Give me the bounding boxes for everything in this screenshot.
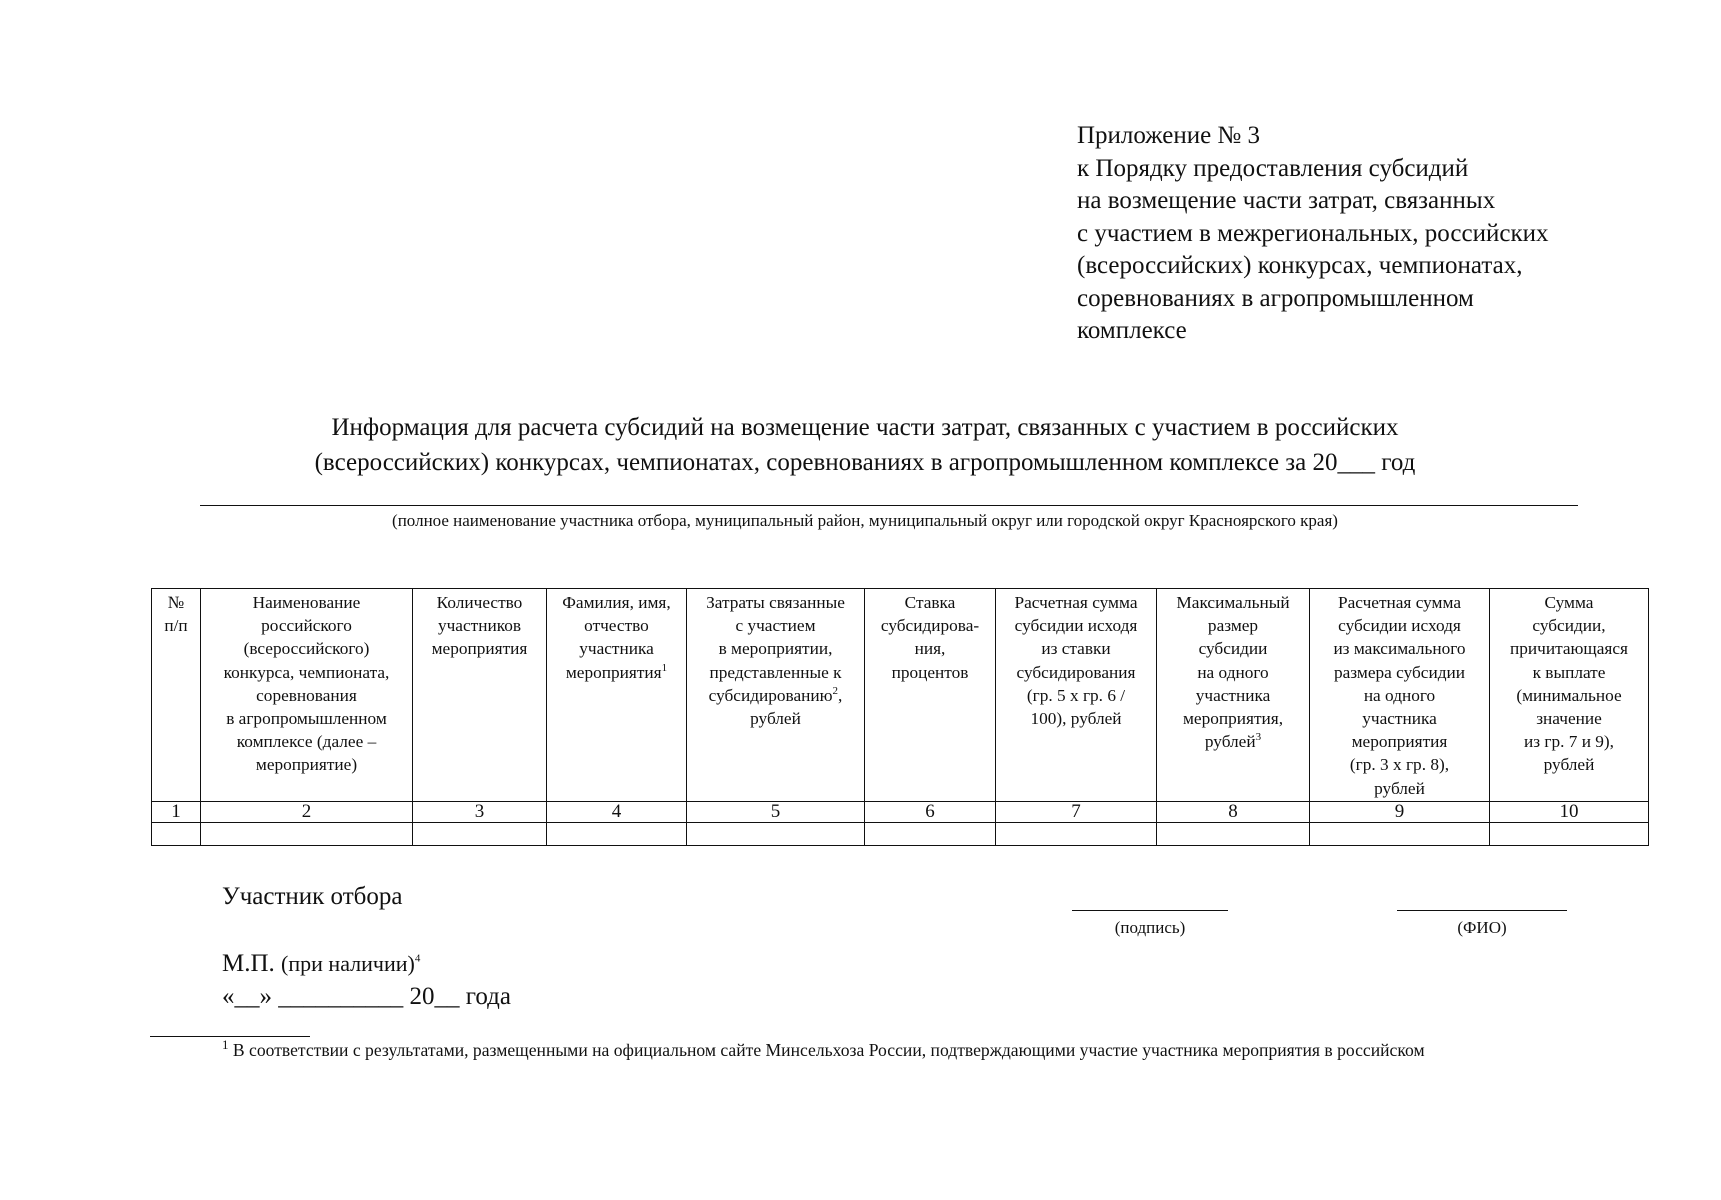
table-cell[interactable] xyxy=(1490,822,1649,845)
header-text: мероприятия xyxy=(1351,732,1448,752)
table-cell[interactable] xyxy=(1310,822,1490,845)
column-header-5 xyxy=(687,589,865,802)
header-line xyxy=(998,707,1154,730)
appendix-line: (всероссийских) конкурсах, чемпионатах, xyxy=(1077,252,1523,279)
header-text: из максимального xyxy=(1333,639,1466,659)
header-line xyxy=(998,637,1154,660)
header-line xyxy=(1312,777,1487,800)
header-line xyxy=(549,591,684,614)
stamp-label xyxy=(222,950,420,978)
header-text: соревнования xyxy=(256,685,357,705)
table-cell[interactable] xyxy=(413,822,547,845)
header-suffix: , xyxy=(838,685,843,705)
header-line xyxy=(203,753,410,776)
column-number-cell: 4 xyxy=(547,801,687,822)
footnote-separator xyxy=(150,1036,310,1037)
header-text: размер xyxy=(1207,616,1259,636)
table-row xyxy=(152,822,1649,845)
column-number-cell: 8 xyxy=(1157,801,1310,822)
header-line xyxy=(867,614,993,637)
header-text: мероприятия xyxy=(431,639,528,659)
header-text: комплексе (далее – xyxy=(236,732,377,752)
header-line xyxy=(415,637,544,660)
header-line xyxy=(154,614,198,637)
header-line xyxy=(549,661,684,684)
footnote-text: В соответствии с результатами, размещенными на официальном сайте Минсельхоза России, подтверждающими участие участника мероприятия в российском xyxy=(232,1040,1425,1060)
header-line xyxy=(1312,684,1487,707)
header-line xyxy=(998,684,1154,707)
table-cell[interactable] xyxy=(547,822,687,845)
header-text: № xyxy=(167,593,185,612)
table-cell[interactable] xyxy=(1157,822,1310,845)
header-line xyxy=(415,591,544,614)
header-text: Максимальный xyxy=(1176,593,1290,612)
column-number-cell: 2 xyxy=(201,801,413,822)
header-text: Количество xyxy=(436,593,523,612)
column-number-cell: 3 xyxy=(413,801,547,822)
header-text: из ставки xyxy=(1041,639,1111,659)
header-text: субсидированию xyxy=(708,685,833,705)
appendix-line: с участием в межрегиональных, российских xyxy=(1077,219,1549,247)
header-line xyxy=(1159,614,1307,637)
column-header-7 xyxy=(996,589,1157,802)
document-title xyxy=(150,410,1580,480)
header-text: участников xyxy=(437,616,522,636)
column-header-8 xyxy=(1157,589,1310,802)
header-line xyxy=(689,637,862,660)
header-line xyxy=(1159,684,1307,707)
header-line xyxy=(1159,730,1307,753)
header-text: причитающаяся xyxy=(1510,639,1628,659)
header-line xyxy=(1492,661,1646,684)
header-text: мероприятие) xyxy=(255,755,358,775)
title-line-1: Информация для расчета субсидий на возмещение части затрат, связанных с участием в российских xyxy=(331,414,1399,441)
footnote-marker: 1 xyxy=(222,1037,229,1053)
header-line xyxy=(1159,707,1307,730)
header-footnote-marker: 2 xyxy=(832,685,839,698)
header-line xyxy=(1312,753,1487,776)
column-header-2 xyxy=(201,589,413,802)
header-line xyxy=(203,684,410,707)
header-text: Затраты связанные xyxy=(706,593,845,612)
footnote-1 xyxy=(222,1037,1425,1061)
column-number-cell: 5 xyxy=(687,801,865,822)
header-text: мероприятия xyxy=(565,662,662,682)
header-text: (гр. 3 х гр. 8), xyxy=(1349,755,1450,775)
column-number-cell: 7 xyxy=(996,801,1157,822)
participant-label: Участник отбора xyxy=(222,883,403,910)
table-cell[interactable] xyxy=(996,822,1157,845)
column-header-3 xyxy=(413,589,547,802)
header-line xyxy=(867,591,993,614)
table-cell[interactable] xyxy=(152,822,201,845)
header-text: субсидии, xyxy=(1532,616,1606,636)
header-line xyxy=(867,661,993,684)
header-text: на одного xyxy=(1197,662,1269,682)
header-line xyxy=(1159,661,1307,684)
header-text: отчество xyxy=(584,616,649,636)
header-line xyxy=(154,591,198,614)
header-line xyxy=(1492,707,1646,730)
header-text: размера субсидии xyxy=(1334,662,1465,682)
table-cell[interactable] xyxy=(201,822,413,845)
table-header-row xyxy=(152,589,1649,802)
header-line xyxy=(998,614,1154,637)
appendix-line: комплексе xyxy=(1077,317,1187,344)
header-line xyxy=(1159,637,1307,660)
column-header-9 xyxy=(1310,589,1490,802)
header-line xyxy=(203,591,410,614)
column-number-cell: 10 xyxy=(1490,801,1649,822)
appendix-line: соревнованиях в агропромышленном xyxy=(1077,284,1474,312)
header-line xyxy=(689,684,862,707)
header-line xyxy=(1312,707,1487,730)
column-number-cell: 6 xyxy=(865,801,996,822)
participant-caption: (полное наименование участника отбора, муниципальный район, муниципальный округ или городской округ Красноярского края) xyxy=(392,511,1338,530)
header-line xyxy=(549,637,684,660)
header-line xyxy=(1312,661,1487,684)
header-line xyxy=(689,661,862,684)
header-text: представленные к xyxy=(709,662,842,682)
header-text: Расчетная сумма xyxy=(1014,593,1138,612)
header-line xyxy=(1492,730,1646,753)
appendix-line: на возмещение части затрат, связанных xyxy=(1077,187,1496,214)
header-line xyxy=(203,707,410,730)
appendix-line: Приложение № 3 xyxy=(1077,122,1261,149)
header-line xyxy=(1492,753,1646,776)
header-line xyxy=(1492,614,1646,637)
signature-line xyxy=(1072,910,1228,911)
header-line xyxy=(1312,637,1487,660)
appendix-header xyxy=(1077,120,1677,348)
column-header-1 xyxy=(152,589,201,802)
column-header-6 xyxy=(865,589,996,802)
header-text: субсидии исходя xyxy=(1014,616,1138,636)
stamp-footnote-marker: 4 xyxy=(414,952,421,965)
header-text: субсидирова- xyxy=(880,616,980,636)
header-line xyxy=(549,614,684,637)
signature-caption: (подпись) xyxy=(1114,918,1186,937)
header-text: к выплате xyxy=(1532,662,1606,682)
header-text: участника xyxy=(579,639,654,659)
header-text: с участием xyxy=(735,616,816,636)
header-text: Сумма xyxy=(1544,593,1594,612)
header-text: из гр. 7 и 9), xyxy=(1523,732,1614,752)
stamp-mp: М.П. xyxy=(222,950,275,977)
header-text: мероприятия, xyxy=(1182,709,1284,729)
header-text: конкурса, чемпионата, xyxy=(223,662,390,682)
title-line-2: (всероссийских) конкурсах, чемпионатах, соревнованиях в агропромышленном комплексе за 20___ год xyxy=(314,449,1416,476)
header-text: участника xyxy=(1195,685,1271,705)
header-line xyxy=(1492,637,1646,660)
header-line xyxy=(203,661,410,684)
stamp-note: (при наличии) xyxy=(281,951,415,976)
header-line xyxy=(203,637,410,660)
column-number-cell: 1 xyxy=(152,801,201,822)
subsidy-table xyxy=(151,588,1649,846)
header-text: в мероприятии, xyxy=(718,639,833,659)
table-cell[interactable] xyxy=(865,822,996,845)
header-text: рублей xyxy=(1204,732,1256,752)
header-text: субсидирования xyxy=(1016,662,1136,682)
header-line xyxy=(1312,730,1487,753)
participant-name-line xyxy=(200,505,1578,506)
header-footnote-marker: 1 xyxy=(661,661,668,674)
header-text: Расчетная сумма xyxy=(1338,593,1461,612)
header-text: рублей xyxy=(1374,778,1425,798)
header-text: 100), рублей xyxy=(1030,709,1122,729)
header-line xyxy=(1159,591,1307,614)
header-text: субсидии xyxy=(1198,639,1268,659)
column-header-10 xyxy=(1490,589,1649,802)
header-text: (минимальное xyxy=(1516,685,1622,705)
header-line xyxy=(1492,684,1646,707)
table-column-numbers-row xyxy=(152,801,1649,822)
header-line xyxy=(689,591,862,614)
date-line: «__» __________ 20__ года xyxy=(222,983,511,1010)
header-text: ния, xyxy=(914,639,946,659)
table-cell[interactable] xyxy=(687,822,865,845)
header-text: процентов xyxy=(891,662,969,682)
header-text: рублей xyxy=(1543,755,1595,775)
header-text: Фамилия, имя, xyxy=(562,593,671,612)
header-text: Наименование xyxy=(252,593,361,612)
column-header-4 xyxy=(547,589,687,802)
header-line xyxy=(689,707,862,730)
header-line xyxy=(203,614,410,637)
header-line xyxy=(1492,591,1646,614)
header-text: Ставка xyxy=(904,593,956,612)
header-text: российского xyxy=(261,616,352,636)
header-line xyxy=(998,661,1154,684)
header-text: (всероссийского) xyxy=(243,639,370,659)
header-line xyxy=(998,591,1154,614)
header-text: на одного xyxy=(1363,685,1436,705)
header-line xyxy=(867,637,993,660)
header-text: участника xyxy=(1362,709,1437,729)
appendix-line: к Порядку предоставления субсидий xyxy=(1077,154,1469,182)
header-footnote-marker: 3 xyxy=(1255,731,1262,744)
header-text: п/п xyxy=(164,616,188,636)
header-text: рублей xyxy=(750,709,801,729)
fio-caption: (ФИО) xyxy=(1457,918,1507,937)
header-line xyxy=(689,614,862,637)
column-number-cell: 9 xyxy=(1310,801,1490,822)
header-text: (гр. 5 х гр. 6 / xyxy=(1026,685,1126,705)
header-text: значение xyxy=(1536,709,1602,729)
header-text: в агропромышленном xyxy=(226,709,387,729)
fio-line xyxy=(1397,910,1567,911)
header-text: субсидии исходя xyxy=(1338,616,1461,636)
header-line xyxy=(415,614,544,637)
header-line xyxy=(203,730,410,753)
header-line xyxy=(1312,591,1487,614)
header-line xyxy=(1312,614,1487,637)
